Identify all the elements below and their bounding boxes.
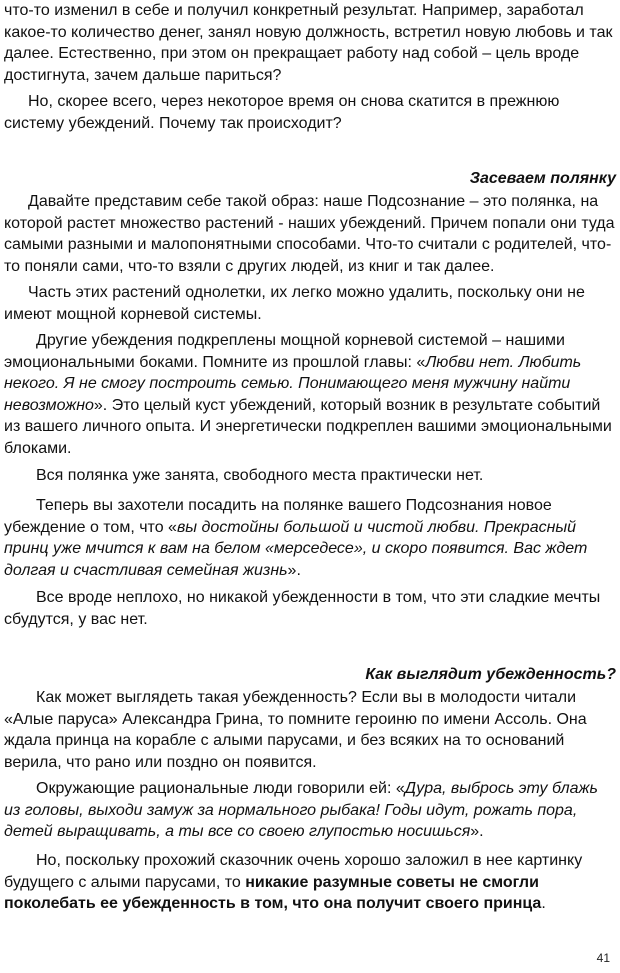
paragraph-11-block: [4, 850, 618, 915]
paragraph: Как может выглядеть такая убежденность? Если вы в молодости читали «Алые паруса» Александра Грина, то помните героиню по имени Ассоль. Она ждала принца на корабле с алыми парусами, и без всяких на то оснований верила, что рано или поздно он появится.: [4, 689, 587, 771]
paragraph-text: Окружающие рациональные люди говорили ей: «: [36, 780, 405, 797]
paragraph-8-block: [4, 587, 618, 630]
paragraph: Все вроде неплохо, но никакой убежденности в том, что эти сладкие мечты сбудутся, у вас нет.: [4, 589, 601, 628]
section-heading: Засеваем полянку: [469, 170, 616, 187]
bold-text: никакие разумные советы не смогли поколебать ее убежденность в том, что она получит своего принца: [4, 873, 542, 912]
paragraph-text: Но, поскольку прохожий сказочник очень хорошо заложил в нее картинку будущего с алыми парусами, то: [4, 852, 583, 891]
paragraph: Вся полянка уже занята, свободного места практически нет.: [36, 467, 484, 484]
paragraph-5-block: [4, 330, 618, 459]
paragraph-4-block: [4, 282, 618, 325]
paragraph: [4, 495, 618, 581]
paragraph-3-block: [4, 191, 618, 277]
paragraph-10-block: [4, 778, 618, 843]
paragraph: [4, 850, 618, 915]
section-heading: Как выглядит убежденность?: [365, 666, 616, 683]
paragraph-9-block: [4, 687, 618, 773]
quote-text: Любви нет. Любить некого. Я не смогу построить семью. Понимающего меня мужчину найти невозможно: [4, 353, 582, 414]
quote-text: вы достойны большой и чистой любви. Прекрасный принц уже мчится к вам на белом «мерседесе», и скоро появится. Вас ждет долгая и счастливая семейная жизнь: [4, 518, 588, 579]
paragraph: Но, скорее всего, через некоторое время он снова скатится в прежнюю систему убеждений. Почему так происходит?: [4, 93, 560, 132]
paragraph: Часть этих растений однолетки, их легко можно удалить, поскольку они не имеют мощной корневой системы.: [4, 284, 585, 323]
paragraph-6-block: [4, 465, 618, 487]
paragraph: Давайте представим себе такой образ: наше Подсознание – это полянка, на которой растет множество растений - наших убеждений. Причем попали они туда самыми разными и малопонятными способами. Что-то считали с родителей, что-то поняли сами, что-то взяли с других людей, из книг и так далее.: [4, 193, 615, 275]
paragraph-text: ».: [287, 561, 301, 579]
quote-text: Дура, выбрось эту блажь из головы, выходи замуж за нормального рыбака! Годы идут, рожать пора, детей выращивать, а ты все со своею глупостью носишься: [4, 780, 598, 840]
paragraph: [4, 778, 618, 843]
paragraph-text: Теперь вы захотели посадить на полянке вашего Подсознания новое убеждение о том, что «: [4, 497, 552, 536]
paragraph-1-block: [4, 0, 618, 86]
paragraph-text: ». Это целый куст убеждений, который возник в результате событий из вашего личного опыта. И энергетически подкреплен вашими эмоциональными блоками.: [4, 396, 612, 457]
paragraph: что-то изменил в себе и получил конкретный результат. Например, заработал какое-то количество денег, занял новую должность, встретил новую любовь и так далее. Естественно, при этом он прекращает работу над собой – цель вроде достигнута, зачем дальше париться?: [4, 2, 613, 84]
paragraph: [4, 330, 618, 459]
paragraph-2-block: [4, 91, 618, 134]
paragraph-7-block: [4, 495, 618, 581]
page-number: 41: [596, 951, 610, 965]
paragraph-text: Другие убеждения подкреплены мощной корневой системой – нашими эмоциональными боками. Помните из прошлой главы: «: [4, 332, 565, 371]
paragraph-text: .: [541, 895, 546, 912]
paragraph-text: ».: [470, 823, 484, 840]
